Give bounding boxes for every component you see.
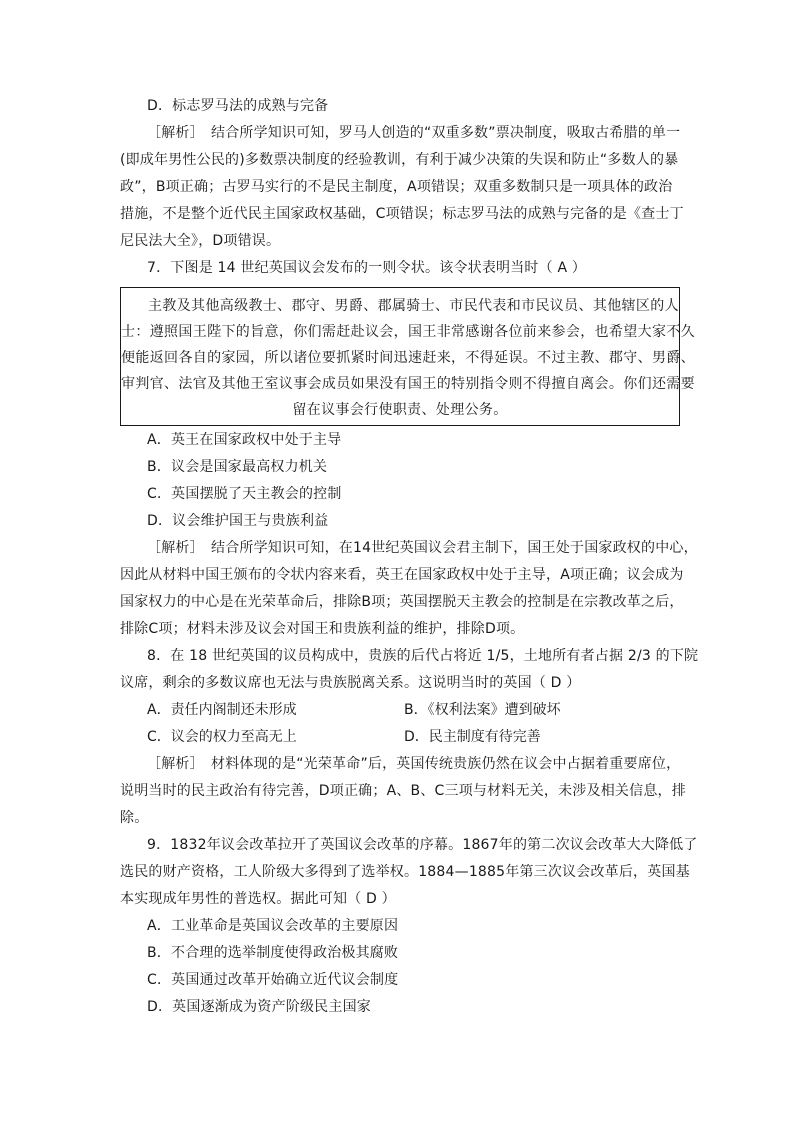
q8-stem-line: 8．在 18 世纪英国的议员构成中，贵族的后代占将近 1/5，土地所有者占据 2/3 的下院	[147, 648, 699, 664]
q7-option-c: C．英国摆脱了天主教会的控制	[147, 486, 342, 502]
quote-line: 士：遵照国王陛下的旨意，你们需赶赴议会，国王非常感谢各位前来参会，也希望大家不久	[121, 324, 695, 340]
q6-analysis-line: ［解析］ 结合所学知识可知，罗马人创造的“双重多数”票决制度，吸取古希腊的单一	[147, 125, 681, 141]
q7-analysis-line: 因此从材料中国王颁布的令状内容来看，英王在国家政权中处于主导，A项正确；议会成为	[120, 567, 684, 583]
quote-line: 便能返回各自的家园，所以诸位要抓紧时间迅速赶来，不得延误。不过主教、郡守、男爵、	[121, 350, 695, 366]
q9-stem-line: 选民的财产资格，工人阶级大多得到了选举权。1884—1885年第三次议会改革后，英国基	[120, 864, 690, 880]
q7-analysis-line: 国家权力的中心是在光荣革命后，排除B项；英国摆脱天主教会的控制是在宗教改革之后，	[120, 594, 684, 610]
q8-analysis-line: ［解析］ 材料体现的是“光荣革命”后，英国传统贵族仍然在议会中占据着重要席位，	[147, 756, 681, 772]
q7-stem: 7．下图是 14 世纪英国议会发布的一则令状。该令状表明当时（ A ）	[147, 260, 587, 276]
q9-stem-line: 本实现成年男性的普选权。据此可知（ D ）	[120, 891, 396, 907]
q9-option-a: A．工业革命是英国议会改革的主要原因	[147, 918, 399, 934]
q9-stem-line: 9．1832年议会改革拉开了英国议会改革的序幕。1867年的第二次议会改革大大降低了	[147, 837, 698, 853]
q7-analysis-line: ［解析］ 结合所学知识可知，在14世纪英国议会君主制下，国王处于国家政权的中心，	[147, 540, 698, 556]
q9-option-d: D．英国逐渐成为资产阶级民主国家	[147, 999, 371, 1015]
q6-analysis-line: 尼民法大全》，D项错误。	[120, 233, 281, 249]
q7-writ-quote-box	[120, 287, 695, 426]
q8-option-d: D．民主制度有待完善	[404, 729, 541, 745]
q6-analysis-line: 政”，B项正确；古罗马实行的不是民主制度，A项错误；双重多数制只是一项具体的政治	[120, 179, 673, 195]
q8-option-a: A．责任内阁制还未形成	[147, 702, 297, 718]
q6-analysis-line: (即成年男性公民的)多数票决制度的经验教训，有利于减少决策的失误和防止“多数人的暴	[120, 152, 679, 168]
q8-option-c: C．议会的权力至高无上	[147, 729, 297, 745]
q9-option-b: B．不合理的选举制度使得政治极其腐败	[147, 945, 399, 961]
q7-option-a: A．英王在国家政权中处于主导	[147, 432, 342, 448]
q6-option-d: D．标志罗马法的成熟与完备	[147, 98, 329, 114]
q8-analysis-line: 除。	[120, 810, 149, 826]
q8-analysis-line: 说明当时的民主政治有待完善，D项正确；A、B、C三项与材料无关，未涉及相关信息，排	[120, 783, 686, 799]
quote-line: 主教及其他高级教士、郡守、男爵、郡属骑士、市民代表和市民议员、其他辖区的人	[148, 298, 679, 314]
q7-option-b: B．议会是国家最高权力机关	[147, 459, 328, 475]
q8-option-b: B．《权利法案》遭到破坏	[404, 702, 561, 718]
q7-analysis-line: 排除C项；材料未涉及议会对国王和贵族利益的维护，排除D项。	[120, 621, 525, 637]
q7-option-d: D．议会维护国王与贵族利益	[147, 513, 329, 529]
quote-line: 留在议事会行使职责、处理公务。	[292, 402, 508, 418]
q6-analysis-line: 措施，不是整个近代民主国家政权基础，C项错误；标志罗马法的成熟与完备的是《查士丁	[120, 206, 684, 222]
q9-option-c: C．英国通过改革开始确立近代议会制度	[147, 972, 399, 988]
quote-line: 审判官、法官及其他王室议事会成员如果没有国王的特别指令则不得擅自离会。你们还需要	[121, 376, 695, 392]
q8-stem-line: 议席，剩余的多数议席也无法与贵族脱离关系。这说明当时的英国（ D ）	[120, 675, 581, 691]
